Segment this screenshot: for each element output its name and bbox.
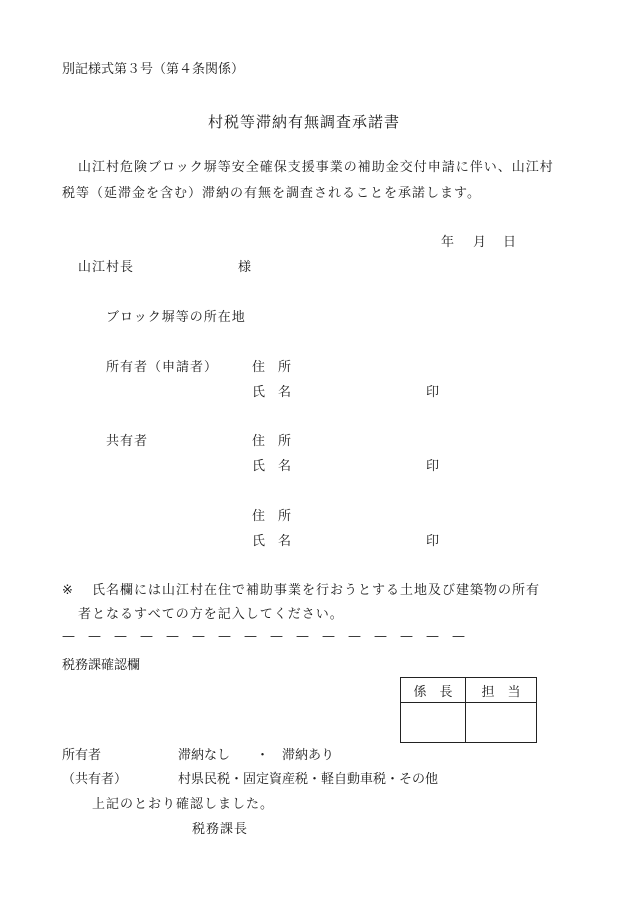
status-has-arrears: 滞納あり <box>282 748 335 763</box>
addressee-honorific: 様 <box>238 260 252 275</box>
co-owner-1-name-label: 氏 名 <box>252 459 292 474</box>
co-owner-label: 共有者 <box>106 434 149 449</box>
tax-types-list: 村県民税・固定資産税・軽自動車税・その他 <box>178 772 439 787</box>
owner-name-label: 氏 名 <box>252 385 292 400</box>
tax-chief-label: 税務課長 <box>192 822 249 837</box>
note-line-1: 氏名欄には山江村在住で補助事業を行おうとする土地及び建築物の所有 <box>92 583 541 598</box>
stamp-header-staff: 担 当 <box>466 678 537 703</box>
status-no-arrears: 滞納なし <box>178 748 231 763</box>
approval-stamp-table <box>400 677 537 743</box>
tax-section-title: 税務課確認欄 <box>62 658 141 673</box>
co-owner-2-address-label: 住 所 <box>252 509 292 524</box>
status-separator: ・ <box>256 748 270 763</box>
note-line-2: 者となるすべての方を記入してください。 <box>78 607 344 622</box>
tax-owner-label: 所有者 <box>62 748 102 763</box>
document-title: 村税等滞納有無調査承諾書 <box>208 113 401 131</box>
stamp-header-section-chief: 係 長 <box>401 678 466 703</box>
block-wall-location-label: ブロック塀等の所在地 <box>106 310 246 325</box>
owner-label: 所有者（申請者） <box>106 360 219 375</box>
co-owner-1-seal-mark: 印 <box>426 459 440 474</box>
addressee-name: 山江村長 <box>78 260 135 275</box>
form-reference: 別記様式第３号（第４条関係） <box>62 62 245 77</box>
date-month-label: 月 <box>473 235 487 250</box>
confirmation-statement: 上記のとおり確認しました。 <box>92 797 275 812</box>
date-year-label: 年 <box>441 235 455 250</box>
co-owner-2-name-label: 氏 名 <box>252 534 292 549</box>
owner-seal-mark: 印 <box>426 385 440 400</box>
co-owner-1-address-label: 住 所 <box>252 434 292 449</box>
owner-address-label: 住 所 <box>252 360 292 375</box>
note-mark: ※ <box>62 583 73 598</box>
stamp-cell-staff <box>466 703 537 743</box>
tax-co-owner-label: （共有者） <box>62 772 128 787</box>
intro-line-1: 山江村危険ブロック塀等安全確保支援事業の補助金交付申請に伴い、山江村 <box>78 160 554 175</box>
cut-line-separator: — — — — — — — — — — — — — — — — <box>62 629 466 644</box>
intro-line-2: 税等（延滞金を含む）滞納の有無を調査されることを承諾します。 <box>62 186 481 201</box>
co-owner-2-seal-mark: 印 <box>426 534 440 549</box>
date-day-label: 日 <box>503 235 517 250</box>
stamp-cell-section-chief <box>401 703 466 743</box>
